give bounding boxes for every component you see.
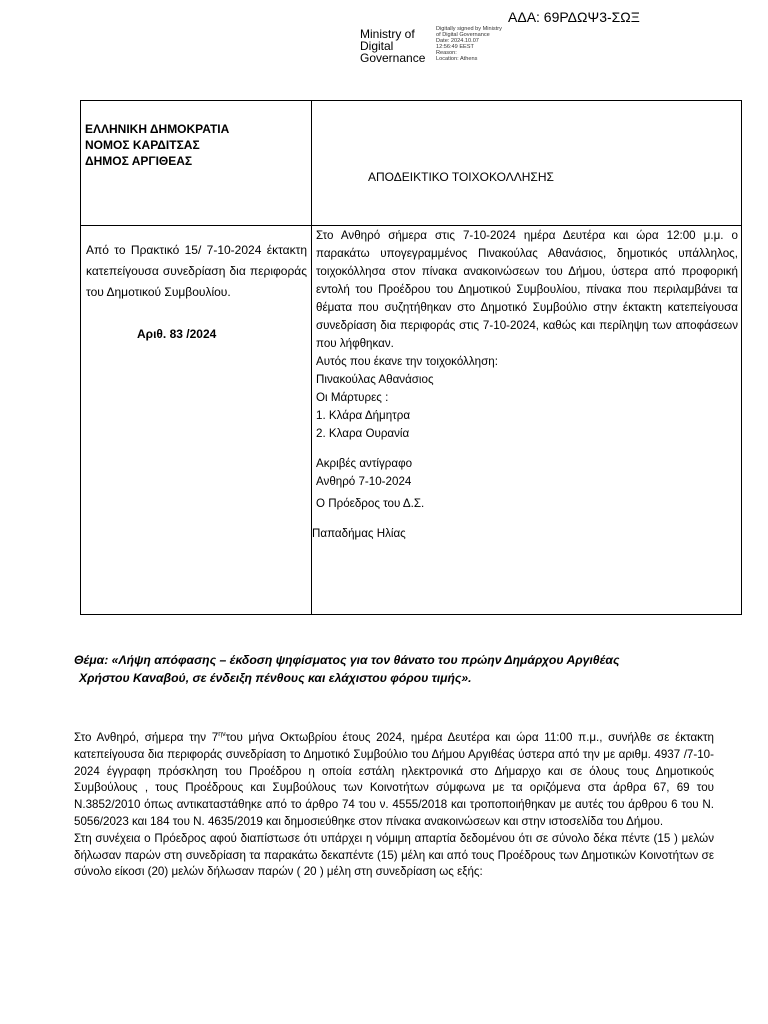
subject-heading (74, 651, 694, 687)
witnesses-label: Οι Μάρτυρες : (316, 391, 389, 404)
ministry-line: Digital (360, 39, 394, 53)
certificate-title: ΑΠΟΔΕΙΚΤΙΚΟ ΤΟΙΧΟΚΟΛΛΗΣΗΣ (368, 170, 554, 184)
issuer-line: ΕΛΛΗΝΙΚΗ ΔΗΜΟΚΡΑΤΙΑ (85, 122, 230, 136)
minutes-block (81, 226, 311, 345)
minutes-body (74, 730, 714, 881)
ordinal-suffix: ην (218, 731, 226, 739)
minutes-cell (81, 226, 312, 615)
signature-line: 12:56:49 EEST (436, 44, 474, 50)
posting-cell (312, 226, 742, 615)
signature-line: Location: Athens (436, 56, 478, 62)
witness-item: 1. Κλάρα Δήμητρα (316, 409, 411, 422)
issuer-line: ΔΗΜΟΣ ΑΡΓΙΘΕΑΣ (85, 154, 193, 168)
issuer-cell (81, 101, 312, 226)
decision-number: Αριθ. 83 /2024 (137, 327, 217, 341)
subject-line: Χρήστου Καναβού, σε ένδειξη πένθους και ελάχιστου φόρου τιμής». (79, 671, 472, 685)
posted-by-label: Αυτός που έκανε την τοιχοκόλληση: (316, 355, 498, 368)
true-copy-label: Ακριβές αντίγραφο (316, 457, 413, 470)
posted-by-name: Πινακούλας Αθανάσιος (316, 373, 434, 386)
ministry-label (360, 28, 425, 64)
ministry-line: Ministry of (360, 27, 415, 41)
president-name: Παπαδήμας Ηλίας (312, 527, 406, 540)
ada-code: ΑΔΑ: 69ΡΔΩΨ3-ΣΩΞ (508, 9, 640, 25)
ministry-line: Governance (360, 51, 426, 65)
body-paragraph: Στη συνέχεια ο Πρόεδρος αφού διαπίστωσε ότι υπάρχει η νόμιμη απαρτία δεδομένου ότι σε σύνολο δέκα πέντε (15 ) μελών δήλωσαν παρών στη συνεδρίαση τα παρακάτω δεκαπέντε (15) μέλη και από τους Προέδρους των Δημοτικών Κοινοτήτων σε σύνολο είκοσι (20) μελών δήλωσαν παρών ( 20 ) μέλη στη συνεδρίαση ως εξής: (74, 831, 714, 879)
signature-line: Digitally signed by Ministry (436, 26, 502, 32)
place-date: Ανθηρό 7-10-2024 (316, 475, 412, 488)
signature-line: of Digital Governance (436, 32, 490, 38)
signature-line: Reason: (436, 50, 457, 56)
posting-block (312, 226, 741, 543)
body-paragraph (74, 730, 714, 831)
body-text-continued: του μήνα Οκτωβρίου έτους 2024, ημέρα Δευτέρα και ώρα 11:00 π.μ., συνήλθε σε έκτακτη κατεπείγουσα δια περιφοράς συνεδρίαση το Δημοτικό Συμβούλιο του Δήμου Αργιθέας ύστερα από την με αριθμ. 4937 /7-10-2024 έγγραφη πρόσκληση του Προέδρου η οποία εστάλη ηλεκτρονικά στο Δήμαρχο και σε όλους τους Δημοτικούς Συμβούλους , τους Προέδρους και Συμβούλους των Κοινοτήτων σύμφωνα με τα οριζόμενα στα άρθρα 67, 69 του Ν.3852/2010 όπως αντικαταστάθηκε από το άρθρο 74 του ν. 4555/2018 και τροποποιήθηκαν με αυτές του άρθρου 6 του Ν. 5056/2023 και 184 του Ν. 4635/2019 και δημοσιεύθηκε στον (74, 731, 714, 828)
body-text-start: Στο Ανθηρό, σήμερα την 7 (74, 731, 219, 744)
certificate-table (80, 100, 742, 615)
witness-item: 2. Κλαρα Ουρανία (316, 427, 410, 440)
digital-signature (436, 26, 502, 62)
posting-statement: Στο Ανθηρό σήμερα στις 7-10-2024 ημέρα Δευτέρα και ώρα 12:00 μ.μ. ο παρακάτω υπογεγραμμένος Πινακούλας Αθανάσιος, δημοτικός υπάλληλος, τοιχοκόλλησα στον πίνακα ανακοινώσεων του Δήμου, ύστερα από προφορική εντολή του Προέδρου του Δημοτικού Συμβουλίου, πίνακα που περιλαμβάνει τα θέματα που συζητήθηκαν στο Δημοτικό Συμβούλιο στην έκτακτη κατεπείγουσα συνεδρίαση δια περιφοράς στις 7-10-2024, καθώς και περίληψη των αποφάσεων που λήφθηκαν. (316, 229, 738, 350)
president-title: Ο Πρόεδρος του Δ.Σ. (316, 497, 425, 510)
body-text-last-line: πίνακα ανακοινώσεων και στην ιστοσελίδα του Δήμου. (385, 814, 664, 828)
minutes-reference: Από το Πρακτικό 15/ 7-10-2024 έκτακτη κατεπείγουσα συνεδρίαση δια περιφοράς του Δημοτικού Συμβουλίου. (86, 243, 307, 299)
subject-line: Θέμα: «Λήψη απόφασης – έκδοση ψηφίσματος για τον θάνατο του πρώην Δημάρχου Αργιθέας (74, 653, 620, 667)
issuer-line: ΝΟΜΟΣ ΚΑΡΔΙΤΣΑΣ (85, 138, 200, 152)
title-cell (312, 101, 742, 226)
signature-line: Date: 2024.10.07 (436, 38, 479, 44)
issuer-block (81, 101, 311, 169)
